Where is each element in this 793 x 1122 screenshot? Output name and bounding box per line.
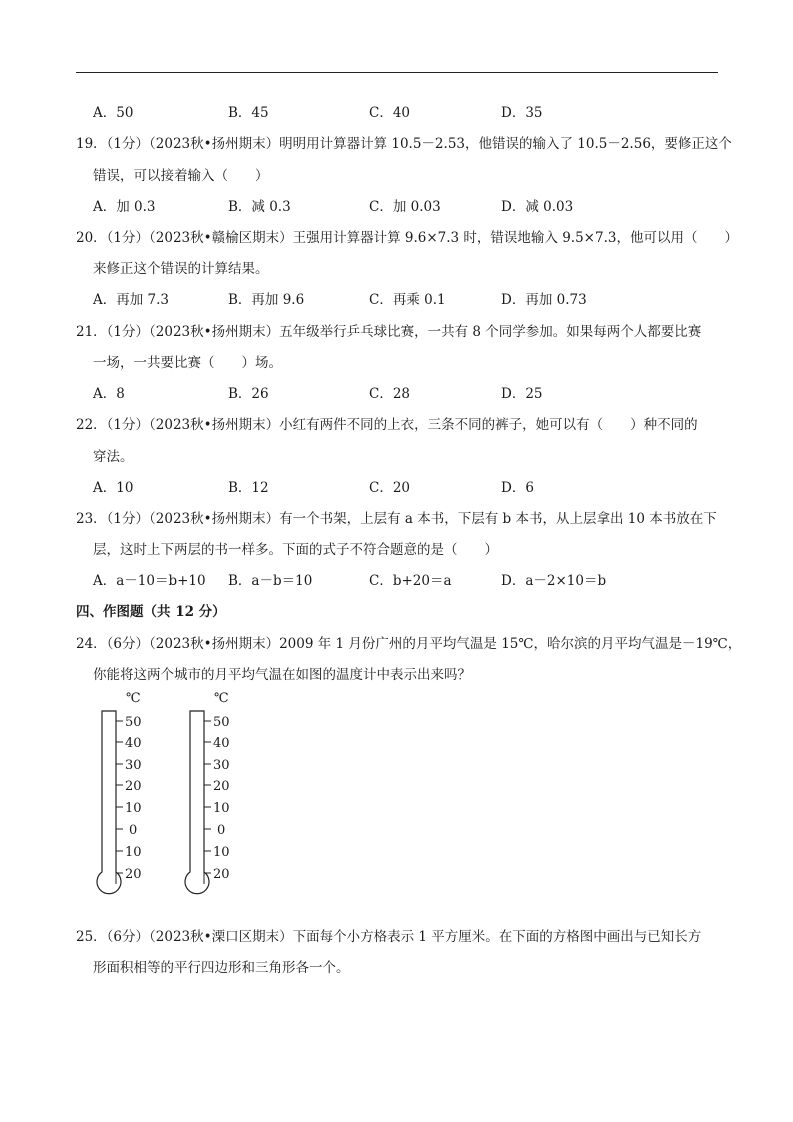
q24-text-line1: 24．（6分）（2023秋•扬州期末）2009 年 1 月份广州的月平均气温是 15℃，哈尔滨的月平均气温是－19℃， — [76, 636, 742, 652]
q18-option-c[interactable]: C．40 — [369, 105, 411, 121]
thermometer-ticks — [204, 721, 211, 873]
thermometer-tube — [185, 711, 209, 894]
tick-label: 0 — [129, 823, 138, 838]
q21-option-c[interactable]: C．28 — [369, 386, 411, 402]
q21-option-b[interactable]: B．26 — [228, 386, 269, 402]
q25-text-line1: 25．（6分）（2023秋•溧口区期末）下面每个小方格表示 1 平方厘米。在下面的方格图中画出与已知长方 — [76, 929, 702, 945]
q23-option-a[interactable]: A．a－10＝b+10 — [93, 573, 206, 589]
q21-text-line1: 21．（1分）（2023秋•扬州期末）五年级举行乒乓球比赛，一共有 8 个同学参加。如果每两个人都要比赛 — [76, 324, 702, 340]
tick-label: 10 — [213, 801, 230, 816]
q19-option-a[interactable]: A．加 0.3 — [93, 199, 156, 215]
q22-option-d[interactable]: D．6 — [501, 480, 534, 496]
tick-label: 10 — [213, 845, 230, 860]
q20-option-d[interactable]: D．再加 0.73 — [501, 292, 587, 308]
q21-text-line2: 一场，一共要比赛（ ）场。 — [93, 355, 282, 371]
q22-text-line1: 22．（1分）（2023秋•扬州期末）小红有两件不同的上衣，三条不同的裤子，她可以有（ ）种不同的 — [76, 417, 698, 433]
tick-label: 20 — [125, 779, 142, 794]
q23-option-c[interactable]: C．b+20＝a — [369, 573, 452, 589]
q18-option-b[interactable]: B．45 — [228, 105, 269, 121]
q19-option-d[interactable]: D．减 0.03 — [501, 199, 574, 215]
thermometer-left — [90, 686, 170, 916]
q19-option-b[interactable]: B．减 0.3 — [228, 199, 291, 215]
q21-option-a[interactable]: A．8 — [93, 386, 125, 402]
q20-text-line2: 来修正这个错误的计算结果。 — [93, 261, 269, 277]
thermometer-unit: ℃ — [126, 691, 141, 706]
q19-text-line2: 错误，可以接着输入（ ） — [93, 168, 269, 184]
tick-label: 10 — [125, 845, 142, 860]
q18-option-d[interactable]: D．35 — [501, 105, 543, 121]
tick-label: 40 — [125, 736, 142, 751]
tick-label: 50 — [213, 715, 230, 730]
q22-option-c[interactable]: C．20 — [369, 480, 411, 496]
tick-label: 0 — [217, 823, 226, 838]
q22-option-b[interactable]: B．12 — [228, 480, 269, 496]
q23-text-line2: 层，这时上下两层的书一样多。下面的式子不符合题意的是（ ） — [93, 542, 498, 558]
q19-option-c[interactable]: C．加 0.03 — [369, 199, 441, 215]
q19-text-line1: 19．（1分）（2023秋•扬州期末）明明用计算器计算 10.5－2.53，他错误的输入了 10.5－2.56，要修正这个 — [76, 136, 732, 152]
tick-label: 10 — [125, 801, 142, 816]
tick-label: 20 — [213, 779, 230, 794]
thermometer-unit: ℃ — [214, 691, 229, 706]
q25-text-line2: 形面积相等的平行四边形和三角形各一个。 — [93, 960, 350, 976]
header-rule — [76, 72, 718, 73]
tick-label: 40 — [213, 736, 230, 751]
q22-option-a[interactable]: A．10 — [93, 480, 134, 496]
thermometer-right — [178, 686, 258, 916]
tick-label: 30 — [213, 758, 230, 773]
q18-option-a[interactable]: A．50 — [93, 105, 134, 121]
q23-option-d[interactable]: D．a－2×10＝b — [501, 573, 607, 589]
q20-text-line1: 20．（1分）（2023秋•赣榆区期末）王强用计算器计算 9.6×7.3 时，错误地输入 9.5×7.3，他可以用（ ） — [76, 230, 738, 246]
thermometer-ticks — [116, 721, 123, 873]
q20-option-b[interactable]: B．再加 9.6 — [228, 292, 305, 308]
tick-label: 20 — [213, 867, 230, 882]
q20-option-a[interactable]: A．再加 7.3 — [93, 292, 170, 308]
q20-option-c[interactable]: C．再乘 0.1 — [369, 292, 446, 308]
q23-text-line1: 23．（1分）（2023秋•扬州期末）有一个书架，上层有 a 本书，下层有 b 本书，从上层拿出 10 本书放在下 — [76, 511, 717, 527]
q21-option-d[interactable]: D．25 — [501, 386, 543, 402]
q23-option-b[interactable]: B．a－b＝10 — [228, 573, 313, 589]
q22-text-line2: 穿法。 — [93, 449, 134, 465]
tick-label: 20 — [125, 867, 142, 882]
tick-label: 50 — [125, 715, 142, 730]
q24-text-line2: 你能将这两个城市的月平均气温在如图的温度计中表示出来吗？ — [93, 667, 471, 683]
section-title: 四、作图题（共 12 分） — [76, 604, 226, 620]
thermometer-tube — [97, 711, 121, 894]
tick-label: 30 — [125, 758, 142, 773]
